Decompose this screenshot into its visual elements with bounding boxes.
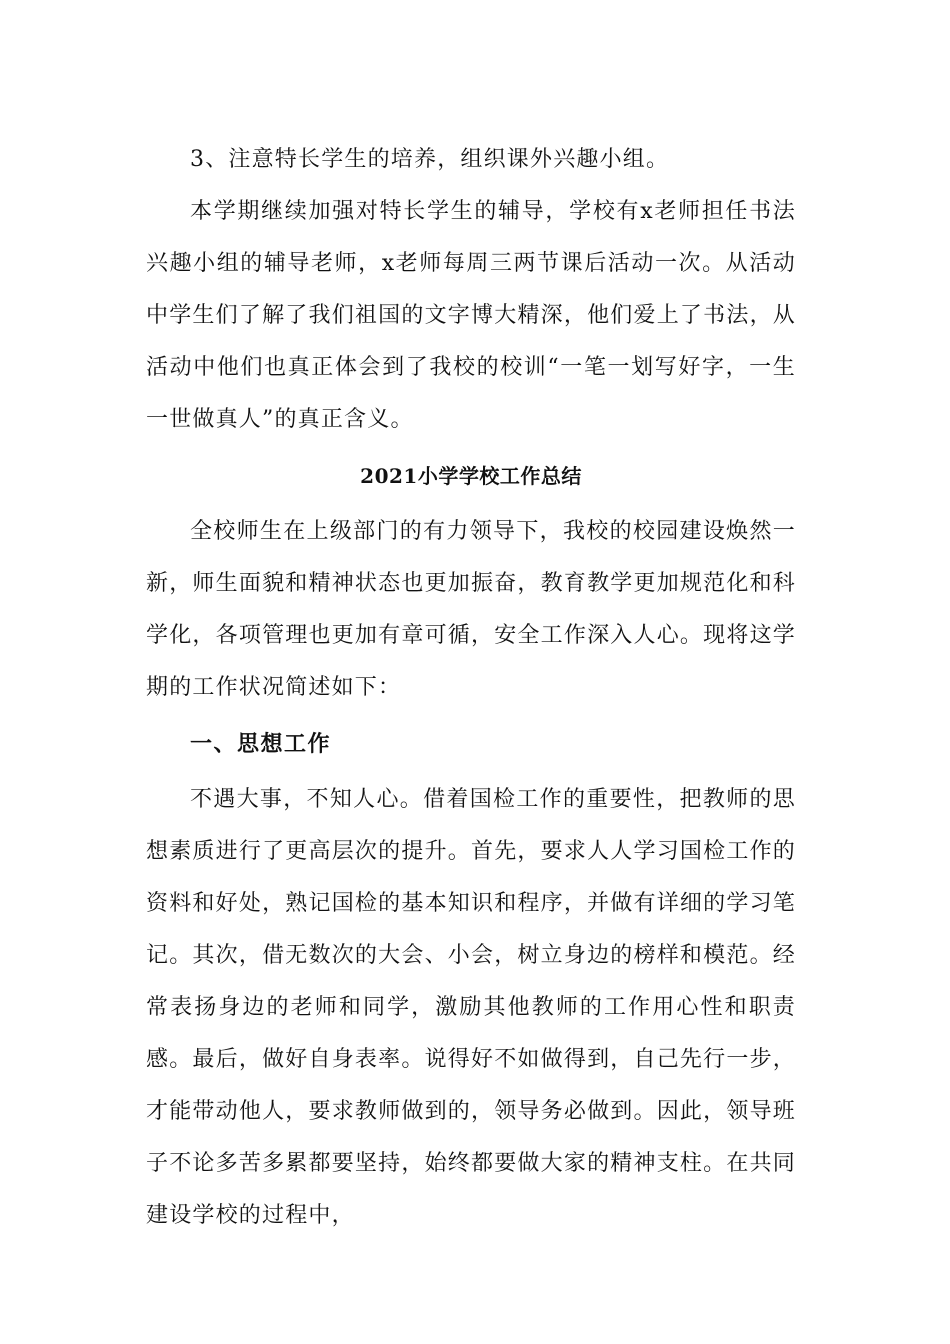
paragraph-ideology-work: 不遇大事，不知人心。借着国检工作的重要性，把教师的思想素质进行了更高层次的提升。首先，要求人人学习国检工作的资料和好处，熟记国检的基本知识和程序，并做有详细的学习笔记。其次，借无数次的大会、小会，树立身边的榜样和模范。经常表扬身边的老师和同学，激励其他教师的工作用心性和职责感。最后，做好自身表率。说得好不如做得到，自己先行一步，才能带动他人，要求教师做到的，领导务必做到。因此，领导班子不论多苦多累都要坚持，始终都要做大家的精神支柱。在共同建设学校的过程中， [146, 787, 796, 1228]
paragraph-specialty-students: 3、注意特长学生的培养，组织课外兴趣小组。 [190, 147, 670, 172]
document-body [146, 134, 796, 1242]
paragraph-calligraphy-group: 本学期继续加强对特长学生的辅导，学校有x老师担任书法兴趣小组的辅导老师，x老师每周三两节课后活动一次。从活动中学生们了解了我们祖国的文字博大精深，他们爱上了书法，从活动中他们也真正体会到了我校的校训“一笔一划写好字，一生一世做真人”的真正含义。 [146, 199, 796, 432]
paragraph-introduction: 全校师生在上级部门的有力领导下，我校的校园建设焕然一新，师生面貌和精神状态也更加振奋，教育教学更加规范化和科学化，各项管理也更加有章可循，安全工作深入人心。现将这学期的工作状况简述如下： [146, 519, 796, 700]
document-title: 2021小学学校工作总结 [360, 464, 582, 488]
section-heading-ideology: 一、思想工作 [190, 731, 332, 757]
